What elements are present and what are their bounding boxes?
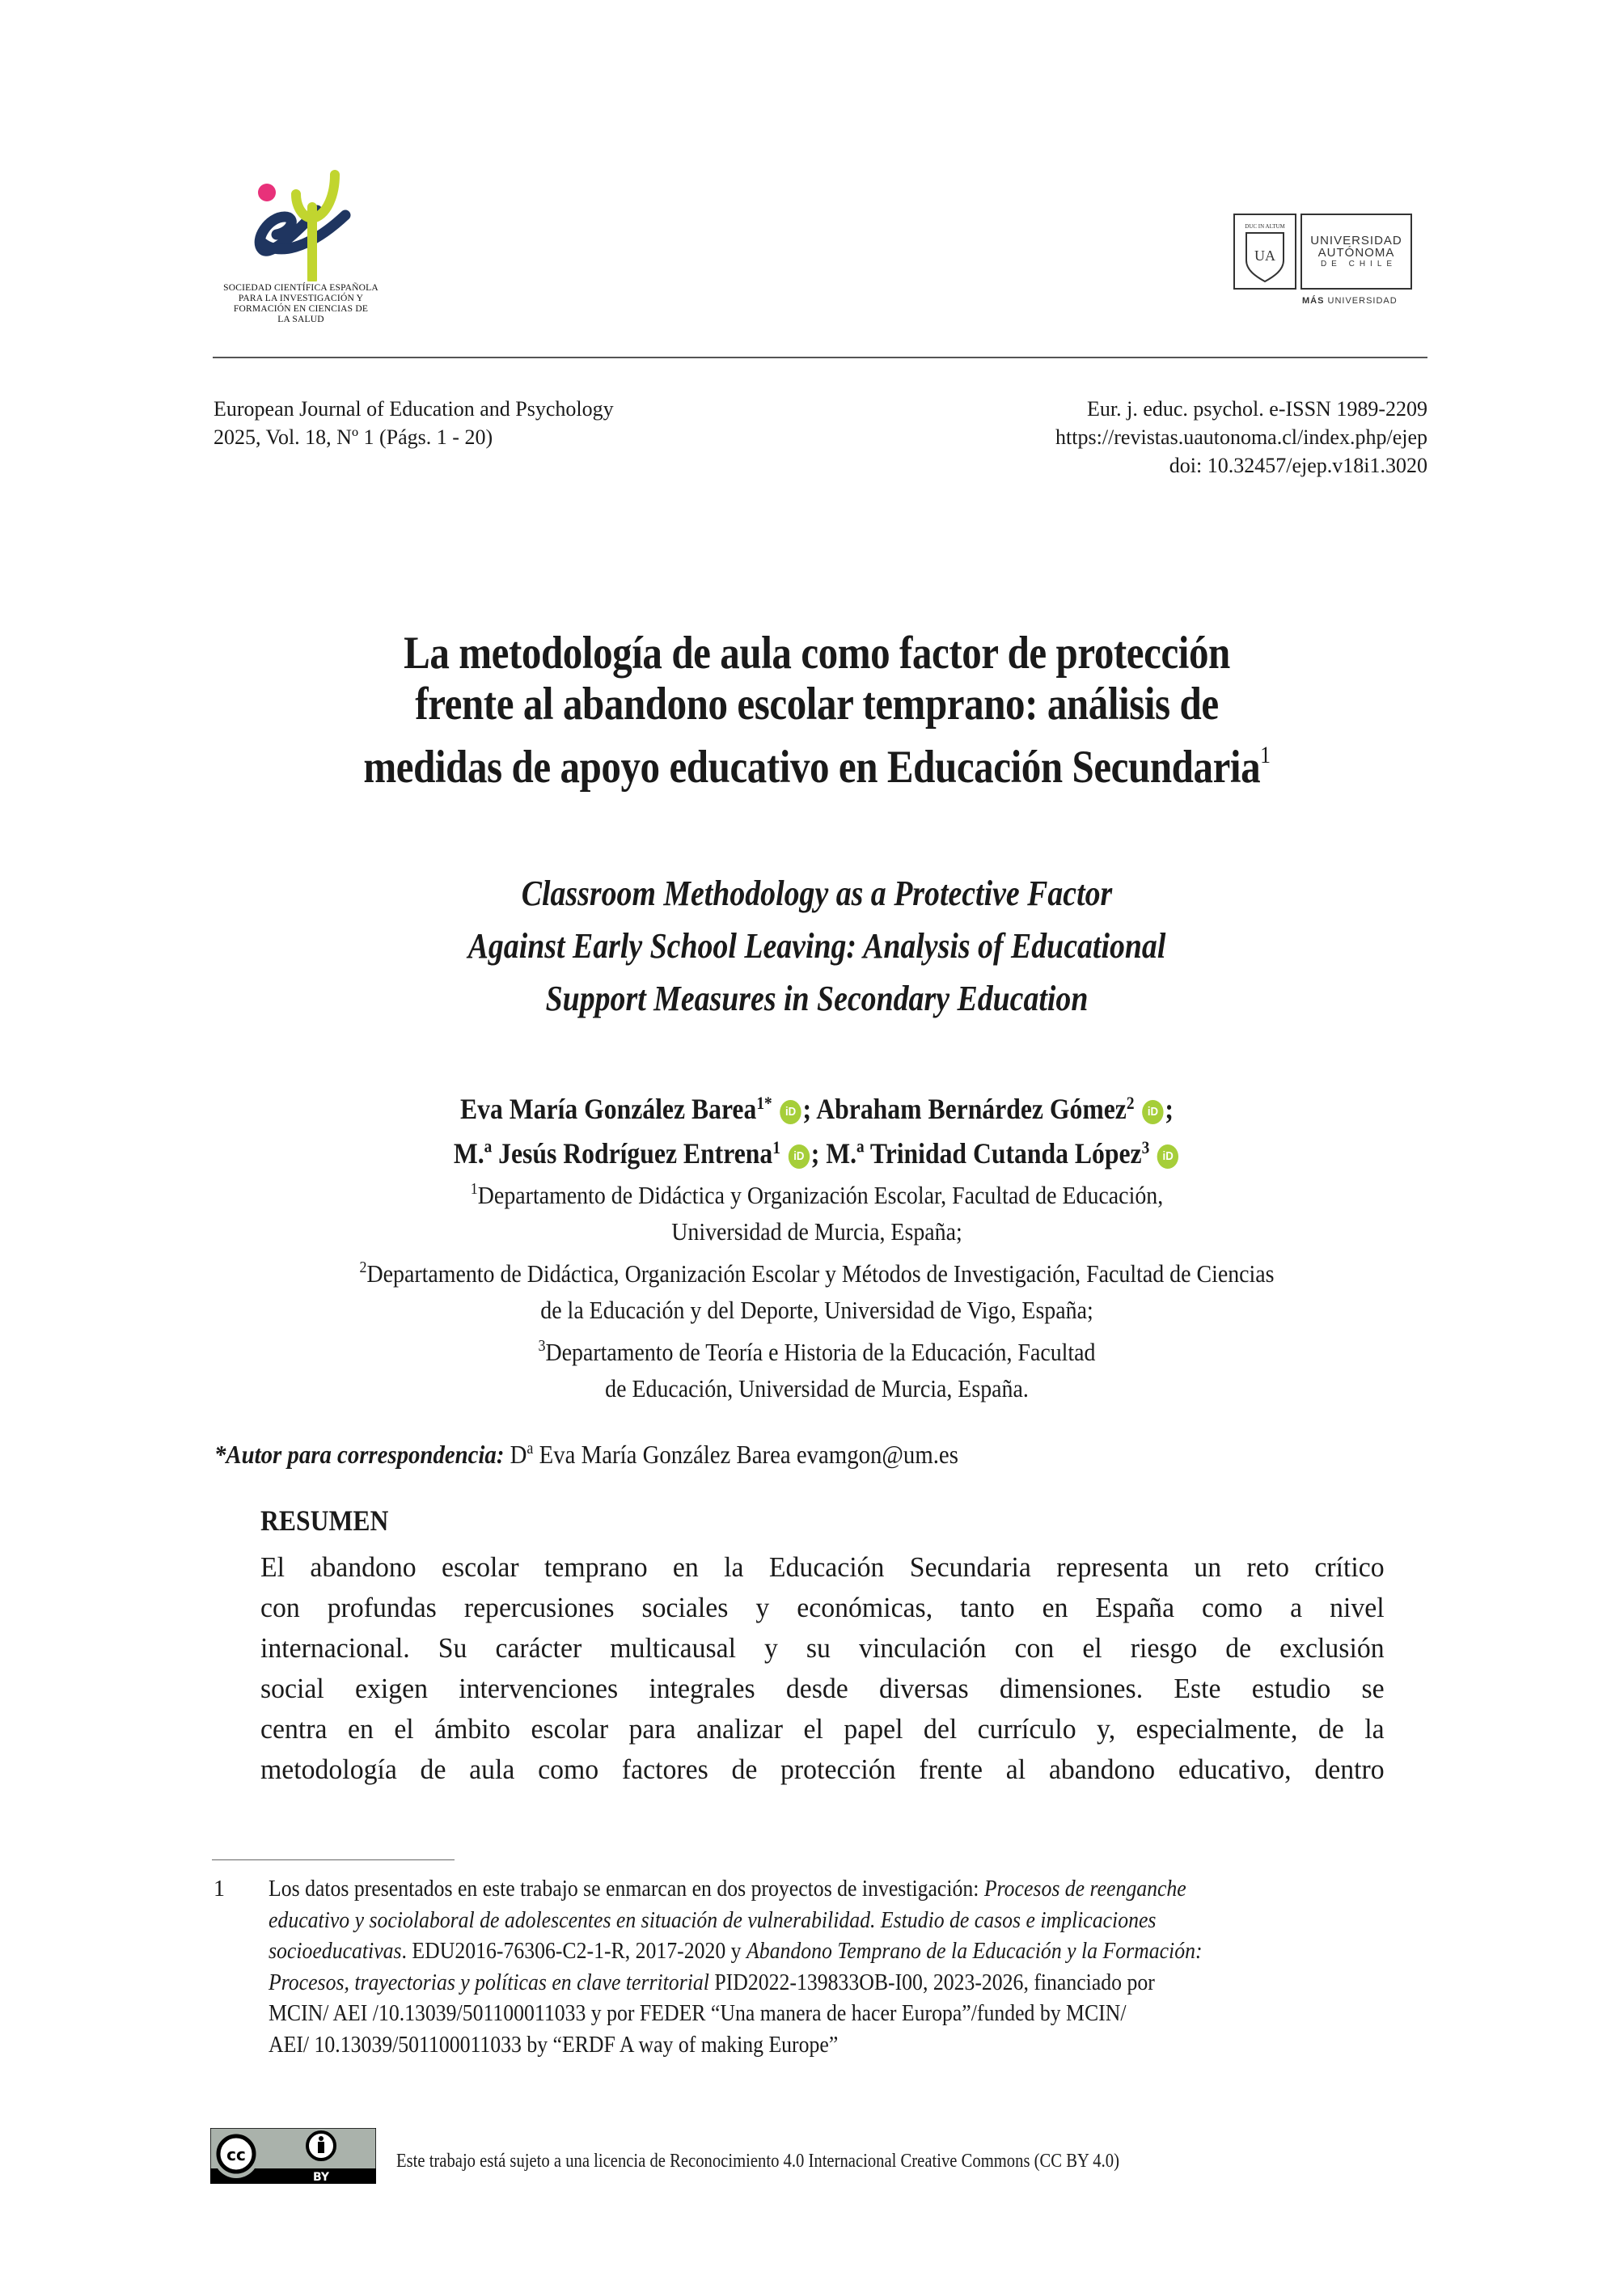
tagline-bold: MÁS: [1302, 296, 1325, 306]
correspondence-title: D: [510, 1440, 527, 1469]
orcid-icon[interactable]: iD: [1157, 1144, 1178, 1169]
university-name-line: AUTÓNOMA: [1317, 245, 1395, 260]
author-list: [262, 1084, 1372, 1173]
shield-icon: [1235, 215, 1295, 288]
author-separator: ;: [1165, 1093, 1174, 1125]
abstract-heading: RESUMEN: [260, 1504, 389, 1537]
subtitle-line: Against Early School Leaving: Analysis of Educational: [467, 926, 1166, 966]
journal-url[interactable]: https://revistas.uautonoma.cl/index.php/ejep: [1055, 425, 1427, 449]
university-tagline: [1302, 296, 1427, 306]
paper-title: [274, 628, 1360, 793]
orcid-icon[interactable]: iD: [780, 1100, 801, 1124]
author-name: M.ª Jesús Rodríguez Entrena: [453, 1137, 773, 1170]
author-mark: 1: [772, 1137, 780, 1157]
author-line: [262, 1084, 1372, 1128]
abstract-body: [260, 1547, 1425, 1790]
journal-doi[interactable]: doi: 10.32457/ejep.v18i1.3020: [1169, 454, 1427, 477]
orcid-icon[interactable]: iD: [1142, 1100, 1163, 1124]
attribution-icon: [307, 2132, 335, 2160]
header-divider: [213, 357, 1427, 358]
affiliation-mark: 3: [538, 1337, 546, 1355]
journal-issn: Eur. j. educ. psychol. e-ISSN 1989-2209: [1086, 397, 1427, 421]
affiliation-line: Universidad de Murcia, España;: [671, 1217, 962, 1246]
author-mark: 2: [1126, 1093, 1135, 1113]
abstract-line: metodología de aula como factores de protección frente al abandono educativo, dentro: [260, 1754, 1385, 1785]
shield-text: UA: [1254, 247, 1275, 264]
university-motto: DUC IN ALTUM: [1245, 223, 1285, 230]
title-line: frente al abandono escolar temprano: análisis de: [415, 679, 1219, 730]
affiliation-line: [249, 1250, 1385, 1292]
affiliation-line: de la Educación y del Deporte, Universidad de Vigo, España;: [540, 1296, 1093, 1324]
author-name: M.ª Trinidad Cutanda López: [826, 1137, 1142, 1170]
university-name-box: [1300, 214, 1412, 290]
university-name-line: UNIVERSIDAD: [1310, 233, 1402, 247]
subtitle-line: Support Measures in Secondary Education: [545, 979, 1089, 1018]
correspondence-name: Eva María González Barea: [533, 1440, 791, 1469]
cc-by-badge[interactable]: [210, 2128, 376, 2184]
paper-subtitle-english: [274, 867, 1360, 1025]
society-name-line: FORMACIÓN EN CIENCIAS DE: [233, 304, 369, 314]
footnote-text: Los datos presentados en este trabajo se enmarcan en dos proyectos de investigación:: [269, 1876, 984, 1902]
author-mark: 1*: [756, 1093, 772, 1113]
orcid-icon[interactable]: iD: [789, 1144, 810, 1169]
journal-issue: 2025, Vol. 18, Nº 1 (Págs. 1 - 20): [214, 425, 493, 449]
footnote-text: . EDU2016-76306-C2-1-R, 2017-2020 y: [401, 1939, 746, 1964]
abstract-line: centra en el ámbito escolar para analizar el papel del currículo y, especialmente, de la: [260, 1713, 1385, 1745]
society-name-line: PARA LA INVESTIGACIÓN Y: [238, 294, 364, 303]
society-name-line: SOCIEDAD CIENTÍFICA ESPAÑOLA: [223, 283, 379, 293]
journal-name: European Journal of Education and Psychology: [214, 397, 614, 421]
license-text: Este trabajo está sujeto a una licencia de Reconocimiento 4.0 Internacional Creative Commons (CC BY 4.0): [396, 2151, 1119, 2172]
project-title: Procesos de reenganche: [983, 1876, 1186, 1902]
society-logo: [212, 160, 390, 338]
footnote-line: MCIN/ AEI /10.13039/501100011033 y por FEDER “Una manera de hacer Europa”/funded by MCIN/: [269, 2001, 1127, 2026]
affiliation-line: [249, 1171, 1385, 1213]
affiliation-mark: 1: [470, 1180, 478, 1198]
abstract-line: social exigen intervenciones integrales desde diversas dimensiones. Este estudio se: [260, 1673, 1385, 1704]
affiliation-text: Departamento de Didáctica y Organización Escolar, Facultad de Educación,: [477, 1181, 1164, 1209]
footnote-body: [269, 1874, 1429, 2061]
affiliation-mark: 2: [359, 1259, 367, 1276]
author-line: [262, 1128, 1372, 1173]
society-name-line: LA SALUD: [277, 315, 324, 324]
footnote-number: 1: [214, 1876, 225, 1902]
subtitle-line: Classroom Methodology as a Protective Factor: [521, 874, 1113, 913]
title-line: medidas de apoyo educativo en Educación Secundaria: [363, 742, 1261, 793]
footnote-line: AEI/ 10.13039/501100011033 by “ERDF A way of making Europe”: [269, 2032, 839, 2058]
university-name-line: DE CHILE: [1320, 259, 1398, 269]
project-title: socioeducativas: [269, 1939, 402, 1964]
title-footnote-mark[interactable]: 1: [1260, 742, 1271, 768]
tagline-rest: UNIVERSIDAD: [1327, 296, 1398, 306]
project-title: educativo y sociolaboral de adolescentes en situación de vulnerabilidad. Estudio de casos e implicaciones: [269, 1907, 1157, 1933]
affiliation-line: [249, 1328, 1385, 1370]
correspondence-label: *Autor para correspondencia:: [214, 1440, 505, 1469]
svg-text:cc: cc: [226, 2145, 246, 2164]
correspondence-title-sup: a: [527, 1440, 534, 1457]
footnote-line: [269, 1874, 1336, 1906]
affiliation-text: Departamento de Teoría e Historia de la Educación, Facultad: [545, 1338, 1096, 1366]
ua-shield: [1233, 214, 1296, 290]
journal-info-right: [1055, 395, 1427, 480]
university-logo: [1233, 214, 1427, 319]
abstract-line: El abandono escolar temprano en la Educación Secundaria representa un reto crítico: [260, 1551, 1385, 1583]
project-title: Abandono Temprano de la Educación y la Formación:: [746, 1939, 1203, 1964]
author-mark: 3: [1141, 1137, 1150, 1157]
abstract-line: internacional. Su carácter multicausal y su vinculación con el riesgo de exclusión: [260, 1632, 1385, 1664]
affiliations: [249, 1171, 1385, 1407]
footnote-line: [269, 1936, 1336, 1968]
journal-info-left: [214, 395, 614, 451]
project-title: Procesos, trayectorias y políticas en clave territorial: [269, 1969, 709, 1995]
author-name: Eva María González Barea: [460, 1093, 757, 1125]
footnote-line: [269, 1906, 1336, 1937]
affiliation-text: Departamento de Didáctica, Organización Escolar y Métodos de Investigación, Facultad de Ciencias: [366, 1259, 1275, 1288]
footnote-line: [269, 1968, 1336, 1999]
cc-icon: [214, 2133, 259, 2178]
footnote-text: PID2022-139833OB-I00, 2023-2026, financiado por: [708, 1969, 1155, 1995]
abstract-line: con profundas repercusiones sociales y económicas, tanto en España como a nivel: [260, 1592, 1385, 1623]
title-line: La metodología de aula como factor de protección: [404, 628, 1230, 679]
correspondence: [214, 1432, 958, 1470]
footnote: [212, 1874, 1429, 2061]
author-separator: ;: [810, 1137, 820, 1170]
affiliation-line: de Educación, Universidad de Murcia, España.: [605, 1374, 1029, 1402]
ey-society-logo-icon: [244, 160, 357, 281]
author-name: Abraham Bernárdez Gómez: [816, 1093, 1127, 1125]
correspondence-email[interactable]: evamgon@um.es: [796, 1440, 958, 1469]
title-line-last: [274, 730, 1360, 793]
badge-by-label: BY: [312, 2171, 330, 2184]
author-separator: ;: [802, 1093, 812, 1125]
footnote-divider: [212, 1859, 455, 1860]
